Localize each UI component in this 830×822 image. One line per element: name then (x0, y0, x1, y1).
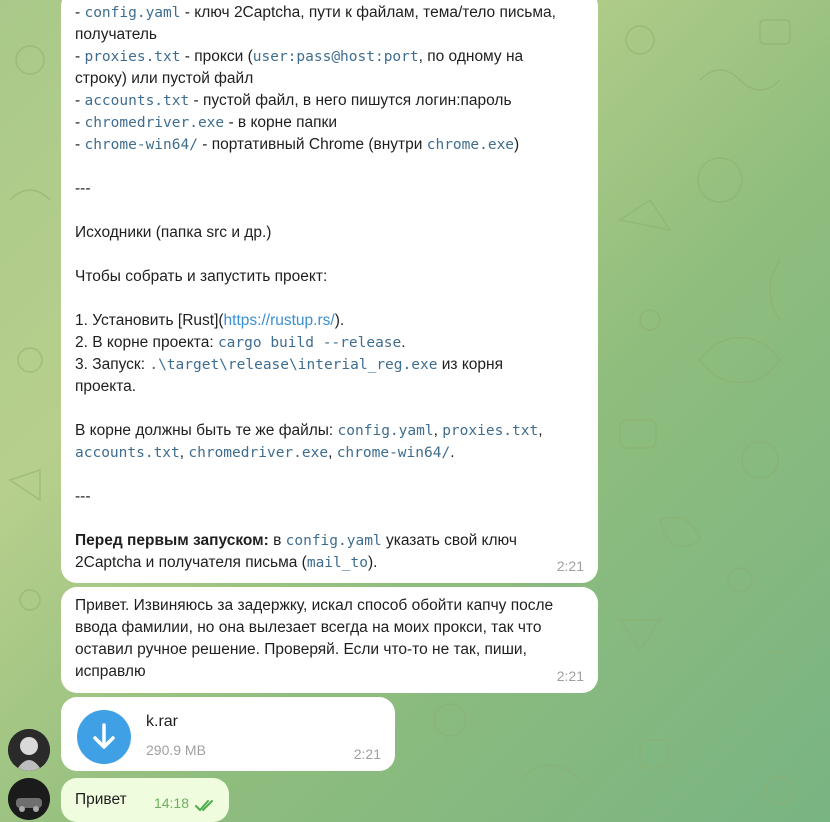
text-fragment: - (75, 92, 85, 109)
text-fragment: ) (514, 136, 520, 153)
message-time: 14:18 (153, 795, 189, 811)
text-fragment: 3. Запуск: (75, 356, 150, 373)
text-line (75, 332, 584, 354)
text-fragment: 1. Установить [Rust]( (75, 312, 224, 329)
text-line (75, 112, 584, 134)
download-arrow-icon (77, 710, 131, 764)
separator-text: --- (75, 488, 91, 505)
text-line (75, 310, 584, 332)
inline-code: chrome-win64/ (336, 445, 451, 461)
inline-code: accounts.txt (84, 93, 190, 109)
text-line (75, 2, 584, 24)
blank-line (75, 244, 584, 266)
inline-code: chromedriver.exe (188, 445, 329, 461)
text-fragment: - портативный Chrome (внутри (197, 136, 427, 153)
text-line (75, 530, 584, 552)
inline-code: config.yaml (337, 423, 434, 439)
message-time: 2:21 (556, 558, 584, 574)
blank-line (75, 288, 584, 310)
inline-code: proxies.txt (84, 49, 181, 65)
message-text: Привет (75, 791, 127, 808)
text-line: Чтобы собрать и запустить проект: (75, 268, 328, 285)
message-bubble-outgoing (61, 778, 229, 822)
text-fragment: , (433, 422, 443, 439)
text-fragment: - ключ 2Captcha, пути к файлам, тема/тело письма, (180, 4, 556, 21)
bold-text: Перед первым запуском: (75, 532, 269, 549)
message-text: Привет. Извиняюсь за задержку, искал способ обойти капчу после ввода фамилии, но она вылезает всегда на моих прокси, так что оставил ручное решение. Проверяй. Если что-то не так, пиши, исправлю (75, 597, 554, 680)
text-fragment: , по одному на (418, 48, 524, 65)
message-text (75, 2, 584, 574)
text-fragment: в (268, 532, 286, 549)
text-fragment: указать свой ключ (381, 532, 517, 549)
text-line (75, 552, 584, 574)
text-line: получатель (75, 26, 157, 43)
text-fragment: - (75, 48, 85, 65)
message-bubble-file (61, 697, 395, 771)
text-fragment: . (450, 444, 455, 461)
text-fragment: ). (367, 554, 378, 571)
text-fragment: , (328, 444, 337, 461)
blank-line (75, 200, 584, 222)
blank-line (75, 398, 584, 420)
rustup-link[interactable]: https://rustup.rs/ (223, 312, 335, 329)
inline-code: cargo build --release (217, 335, 402, 351)
text-fragment: - пустой файл, в него пишутся логин:пароль (189, 92, 512, 109)
own-avatar[interactable] (8, 778, 50, 820)
text-fragment: - (75, 114, 85, 131)
text-line: строку) или пустой файл (75, 70, 254, 87)
text-line: Исходники (папка src и др.) (75, 224, 272, 241)
inline-code: chromedriver.exe (84, 115, 225, 131)
inline-code: chrome.exe (426, 137, 515, 153)
blank-line (75, 156, 584, 178)
text-fragment: - прокси ( (180, 48, 253, 65)
text-fragment: , (538, 422, 543, 439)
text-fragment: из корня (437, 356, 503, 373)
inline-code: config.yaml (285, 533, 382, 549)
sender-avatar[interactable] (8, 729, 50, 771)
blank-line (75, 464, 584, 486)
message-time: 2:21 (556, 668, 584, 684)
double-check-icon (195, 799, 217, 813)
inline-code: accounts.txt (75, 445, 180, 461)
text-fragment: 2Captcha и получателя письма ( (75, 554, 307, 571)
message-bubble-reply (61, 587, 598, 693)
text-line (75, 442, 584, 464)
file-size: 290.9 MB (146, 742, 206, 758)
avatar-image (8, 729, 50, 771)
message-bubble-instructions (61, 0, 598, 583)
text-fragment: , (179, 444, 189, 461)
text-fragment: В корне должны быть те же файлы: (75, 422, 338, 439)
text-line (75, 354, 584, 376)
avatar-image (8, 778, 50, 820)
text-fragment: - (75, 4, 85, 21)
text-fragment: - (75, 136, 85, 153)
inline-code: config.yaml (84, 5, 181, 21)
text-fragment: 2. В корне проекта: (75, 334, 218, 351)
file-download-button[interactable] (77, 710, 131, 764)
inline-code: .\target\release\interial_reg.exe (149, 357, 438, 373)
blank-line (75, 508, 584, 530)
inline-code: mail_to (306, 555, 368, 571)
text-fragment: ). (334, 312, 345, 329)
text-line (75, 134, 584, 156)
text-fragment: . (401, 334, 406, 351)
text-line (75, 46, 584, 68)
text-line: проекта. (75, 378, 137, 395)
text-line (75, 420, 584, 442)
message-time: 2:21 (353, 746, 381, 762)
separator-text: --- (75, 180, 91, 197)
text-fragment: - в корне папки (224, 114, 338, 131)
file-name[interactable]: k.rar (146, 713, 178, 730)
text-line (75, 90, 584, 112)
inline-code: proxies.txt (442, 423, 539, 439)
inline-code: chrome-win64/ (84, 137, 198, 153)
inline-code: user:pass@host:port (252, 49, 419, 65)
